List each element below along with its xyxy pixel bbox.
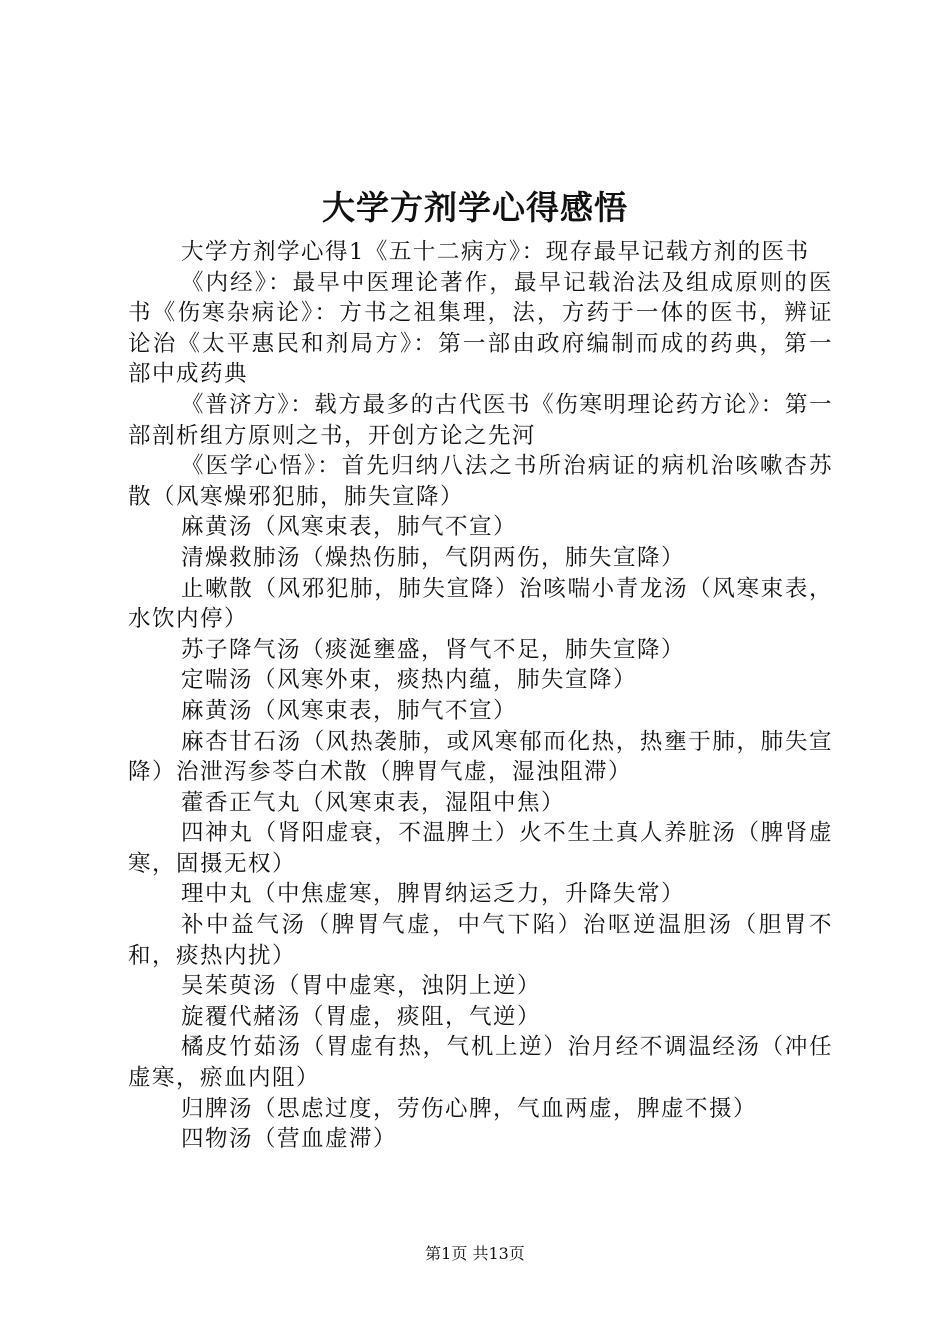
page-number-footer: 第1页 共13页 — [425, 1244, 525, 1263]
paragraph: 止嗽散（风邪犯肺，肺失宣降）治咳喘小青龙汤（风寒束表，水饮内停） — [128, 575, 833, 633]
paragraph: 橘皮竹茹汤（胃虚有热，气机上逆）治月经不调温经汤（冲任虚寒，瘀血内阻） — [128, 1034, 833, 1092]
paragraph: 四神丸（肾阳虚衰，不温脾土）火不生土真人养脏汤（脾肾虚寒，固摄无权） — [128, 820, 833, 877]
paragraph: 《医学心悟》：首先归纳八法之书所治病证的病机治咳嗽杏苏散（风寒燥邪犯肺，肺失宣降） — [128, 453, 833, 510]
paragraph: 理中丸（中焦虚寒，脾胃纳运乏力，升降失常） — [181, 881, 686, 908]
paragraph: 归脾汤（思虑过度，劳伤心脾，气血两虚，脾虚不摄） — [181, 1095, 758, 1122]
paragraph: 藿香正气丸（风寒束表，湿阻中焦） — [181, 789, 566, 816]
paragraph: 四物汤（营血虚滞） — [181, 1126, 398, 1153]
paragraph: 大学方剂学心得1《五十二病方》：现存最早记载方剂的医书 — [181, 239, 810, 265]
paragraph: 清燥救肺汤（燥热伤肺，气阴两伤，肺失宣降） — [181, 544, 686, 571]
paragraph: 《普济方》：载方最多的古代医书《伤寒明理论药方论》：第一部剖析组方原则之书，开创方论之先河 — [128, 391, 833, 449]
document-title: 大学方剂学心得感悟 — [322, 188, 628, 227]
paragraph: 补中益气汤（脾胃气虚，中气下陷）治呕逆温胆汤（胆胃不和，痰热内扰） — [128, 912, 833, 969]
document-body — [128, 237, 833, 1155]
paragraph: 旋覆代赭汤（胃虚，痰阻，气逆） — [181, 1003, 542, 1030]
paragraph: 麻黄汤（风寒束表，肺气不宣） — [181, 697, 518, 724]
paragraph: 苏子降气汤（痰涎壅盛，肾气不足，肺失宣降） — [181, 636, 686, 663]
paragraph: 吴茱萸汤（胃中虚寒，浊阴上逆） — [181, 973, 542, 1000]
paragraph: 麻杏甘石汤（风热袭肺，或风寒郁而化热，热壅于肺，肺失宣降）治泄泻参苓白术散（脾胃气虚，湿浊阻滞） — [128, 728, 833, 786]
paragraph: 定喘汤（风寒外束，痰热内蕴，肺失宣降） — [181, 667, 638, 694]
paragraph: 麻黄汤（风寒束表，肺气不宣） — [181, 514, 518, 541]
paragraph: 《内经》：最早中医理论著作，最早记载治法及组成原则的医书《伤寒杂病论》：方书之祖集理，法，方药于一体的医书，辨证论治《太平惠民和剂局方》：第一部由政府编制而成的药典，第一部中成药典 — [128, 269, 833, 388]
